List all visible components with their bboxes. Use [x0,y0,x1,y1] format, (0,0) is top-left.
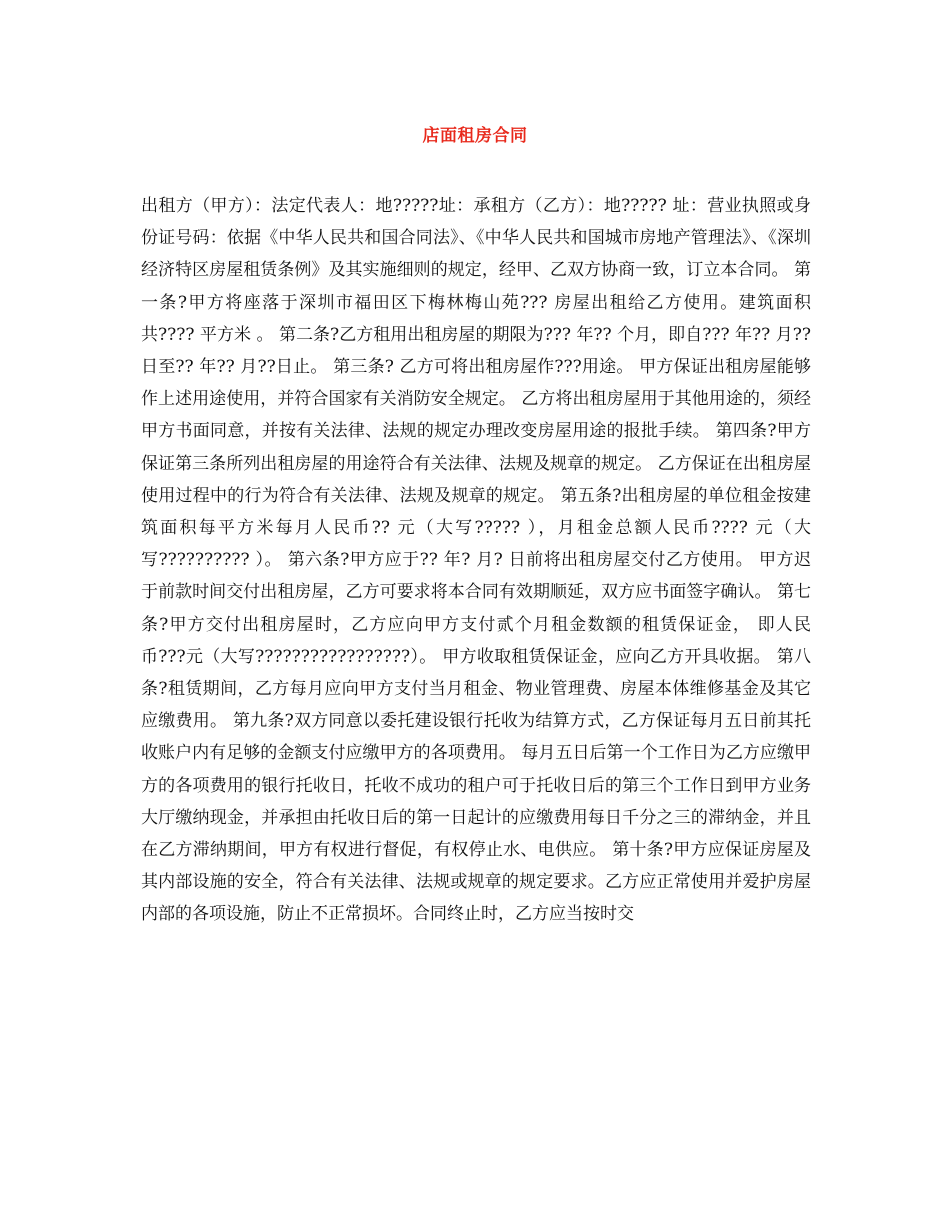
document-body-text: 出租方（甲方）：法定代表人：地?????址：承租方（乙方）：地????? 址：营业执照或身份证号码：依据《中华人民共和国合同法》、《中华人民共和国城市房地产管理法》、《深圳经济特区房屋租赁条例》及其实施细则的规定，经甲、乙双方协商一致，订立本合同。 第一条?甲方将座落于深圳市福田区下梅林梅山苑??? 房屋出租给乙方使用。建筑面积共???? 平方米 。 第二条?乙方租用出租房屋的期限为??? 年?? 个月，即自??? 年?? 月?? 日至?? 年?? 月??日止。 第三条? 乙方可将出租房屋作???用途。 甲方保证出租房屋能够作上述用途使用，并符合国家有关消防安全规定。 乙方将出租房屋用于其他用途的，须经甲方书面同意，并按有关法律、法规的规定办理改变房屋用途的报批手续。 第四条?甲方保证第三条所列出租房屋的用途符合有关法律、法规及规章的规定。 乙方保证在出租房屋使用过程中的行为符合有关法律、法规及规章的规定。 第五条?出租房屋的单位租金按建筑面积每平方米每月人民币?? 元（大写????? ），月租金总额人民币???? 元（大写?????????? ）。 第六条?甲方应于?? 年? 月? 日前将出租房屋交付乙方使用。 甲方迟于前款时间交付出租房屋，乙方可要求将本合同有效期顺延，双方应书面签字确认。 第七条?甲方交付出租房屋时，乙方应向甲方支付贰个月租金数额的租赁保证金， 即人民币???元（大写?????????????????）。 甲方收取租赁保证金，应向乙方开具收据。 第八条?租赁期间，乙方每月应向甲方支付当月租金、物业管理费、房屋本体维修基金及其它应缴费用。 第九条?双方同意以委托建设银行托收为结算方式，乙方保证每月五日前其托收账户内有足够的金额支付应缴甲方的各项费用。 每月五日后第一个工作日为乙方应缴甲方的各项费用的银行托收日，托收不成功的租户可于托收日后的第三个工作日到甲方业务大厅缴纳现金，并承担由托收日后的第一日起计的应缴费用每日千分之三的滞纳金，并且在乙方滞纳期间，甲方有权进行督促，有权停止水、电供应。 第十条?甲方应保证房屋及其内部设施的安全，符合有关法律、法规或规章的规定要求。乙方应正常使用并爱护房屋内部的各项设施，防止不正常损坏。合同终止时，乙方应当按时交 [141,196,811,925]
document-title: 店面租房合同 [422,126,528,146]
